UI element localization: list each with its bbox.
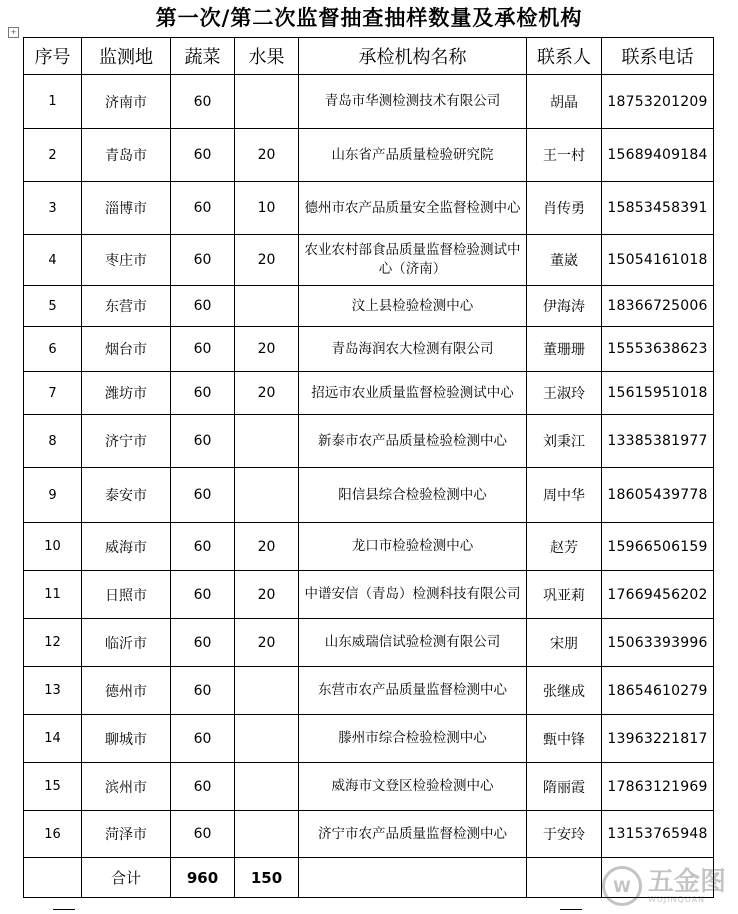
row-vegetables: 60: [171, 619, 235, 667]
row-contact: 宋朋: [527, 619, 602, 667]
row-organization: 新泰市农产品质量检验检测中心: [299, 415, 527, 468]
total-org-blank: [299, 858, 527, 898]
row-number: 3: [24, 182, 82, 235]
row-vegetables: 60: [171, 667, 235, 715]
total-contact-blank: [527, 858, 602, 898]
row-phone: 15689409184: [602, 129, 714, 182]
row-contact: 董崴: [527, 235, 602, 286]
header-no: 序号: [24, 38, 82, 75]
row-phone: 18654610279: [602, 667, 714, 715]
row-city: 滨州市: [82, 763, 171, 811]
row-contact: 甄中锋: [527, 715, 602, 763]
row-contact: 董珊珊: [527, 327, 602, 372]
row-phone: 18753201209: [602, 75, 714, 129]
row-fruits: 10: [235, 182, 299, 235]
row-phone: 15553638623: [602, 327, 714, 372]
row-fruits: [235, 286, 299, 327]
row-contact: 刘秉江: [527, 415, 602, 468]
row-contact: 胡晶: [527, 75, 602, 129]
table-row: [24, 286, 714, 327]
row-phone: 15615951018: [602, 372, 714, 415]
sampling-table: [23, 37, 714, 898]
row-phone: 15853458391: [602, 182, 714, 235]
row-contact: 隋丽霞: [527, 763, 602, 811]
header-city: 监测地: [82, 38, 171, 75]
row-vegetables: 60: [171, 468, 235, 523]
row-city: 淄博市: [82, 182, 171, 235]
row-city: 枣庄市: [82, 235, 171, 286]
row-contact: 肖传勇: [527, 182, 602, 235]
header-fruits: 水果: [235, 38, 299, 75]
row-city: 聊城市: [82, 715, 171, 763]
row-contact: 赵芳: [527, 523, 602, 571]
row-fruits: [235, 75, 299, 129]
row-number: 16: [24, 811, 82, 858]
row-number: 8: [24, 415, 82, 468]
row-phone: 15063393996: [602, 619, 714, 667]
row-vegetables: 60: [171, 763, 235, 811]
row-number: 10: [24, 523, 82, 571]
row-vegetables: 60: [171, 327, 235, 372]
row-city: 日照市: [82, 571, 171, 619]
row-vegetables: 60: [171, 372, 235, 415]
row-organization: 威海市文登区检验检测中心: [299, 763, 527, 811]
row-contact: 张继成: [527, 667, 602, 715]
row-fruits: [235, 468, 299, 523]
row-phone: 18605439778: [602, 468, 714, 523]
row-city: 济南市: [82, 75, 171, 129]
header-contact: 联系人: [527, 38, 602, 75]
row-organization: 德州市农产品质量安全监督检测中心: [299, 182, 527, 235]
total-label: 合计: [82, 858, 171, 898]
table-header-row: [24, 38, 714, 75]
row-number: 6: [24, 327, 82, 372]
row-vegetables: 60: [171, 286, 235, 327]
table-row: [24, 571, 714, 619]
row-phone: 15966506159: [602, 523, 714, 571]
row-city: 泰安市: [82, 468, 171, 523]
row-contact: 王淑玲: [527, 372, 602, 415]
row-phone: 13963221817: [602, 715, 714, 763]
row-organization: 青岛市华测检测技术有限公司: [299, 75, 527, 129]
header-vegetables: 蔬菜: [171, 38, 235, 75]
row-number: 4: [24, 235, 82, 286]
header-phone: 联系电话: [602, 38, 714, 75]
row-city: 菏泽市: [82, 811, 171, 858]
row-contact: 周中华: [527, 468, 602, 523]
row-organization: 农业农村部食品质量监督检验测试中心（济南）: [299, 235, 527, 286]
row-fruits: 20: [235, 372, 299, 415]
table-row: [24, 182, 714, 235]
row-vegetables: 60: [171, 129, 235, 182]
row-number: 13: [24, 667, 82, 715]
row-city: 济宁市: [82, 415, 171, 468]
table-row: [24, 811, 714, 858]
row-city: 德州市: [82, 667, 171, 715]
row-phone: 17863121969: [602, 763, 714, 811]
watermark-logo-icon: W: [602, 866, 642, 906]
row-number: 1: [24, 75, 82, 129]
row-organization: 中谱安信（青岛）检测科技有限公司: [299, 571, 527, 619]
row-organization: 山东威瑞信试验检测有限公司: [299, 619, 527, 667]
row-number: 12: [24, 619, 82, 667]
row-city: 临沂市: [82, 619, 171, 667]
row-contact: 伊海涛: [527, 286, 602, 327]
table-row: [24, 619, 714, 667]
table-row: [24, 415, 714, 468]
footer-line-left: [53, 909, 75, 910]
row-fruits: 20: [235, 619, 299, 667]
table-row: [24, 715, 714, 763]
row-fruits: 20: [235, 327, 299, 372]
row-city: 烟台市: [82, 327, 171, 372]
row-organization: 东营市农产品质量监督检测中心: [299, 667, 527, 715]
row-vegetables: 60: [171, 811, 235, 858]
row-vegetables: 60: [171, 415, 235, 468]
table-move-handle-icon[interactable]: +: [8, 27, 19, 38]
total-vegetables: 960: [171, 858, 235, 898]
row-organization: 阳信县综合检验检测中心: [299, 468, 527, 523]
table-row: [24, 763, 714, 811]
row-number: 15: [24, 763, 82, 811]
row-number: 11: [24, 571, 82, 619]
footer-line-right: [560, 909, 582, 910]
table-row: [24, 372, 714, 415]
row-organization: 青岛海润农大检测有限公司: [299, 327, 527, 372]
row-organization: 滕州市综合检验检测中心: [299, 715, 527, 763]
row-number: 7: [24, 372, 82, 415]
row-vegetables: 60: [171, 523, 235, 571]
row-contact: 王一村: [527, 129, 602, 182]
row-vegetables: 60: [171, 182, 235, 235]
table-row: [24, 667, 714, 715]
row-organization: 汶上县检验检测中心: [299, 286, 527, 327]
row-number: 9: [24, 468, 82, 523]
watermark: [602, 866, 726, 906]
row-number: 5: [24, 286, 82, 327]
row-phone: 13153765948: [602, 811, 714, 858]
table-row: [24, 523, 714, 571]
row-city: 威海市: [82, 523, 171, 571]
document-title: 第一次/第二次监督抽查抽样数量及承检机构: [155, 6, 583, 30]
row-city: 潍坊市: [82, 372, 171, 415]
header-organization: 承检机构名称: [299, 38, 527, 75]
row-phone: 15054161018: [602, 235, 714, 286]
row-fruits: 20: [235, 129, 299, 182]
row-phone: 18366725006: [602, 286, 714, 327]
row-contact: 巩亚莉: [527, 571, 602, 619]
row-vegetables: 60: [171, 75, 235, 129]
row-organization: 山东省产品质量检验研究院: [299, 129, 527, 182]
table-row: [24, 327, 714, 372]
row-fruits: [235, 763, 299, 811]
row-fruits: 20: [235, 523, 299, 571]
watermark-en: WUJINQUAN: [647, 894, 706, 904]
row-phone: 13385381977: [602, 415, 714, 468]
row-organization: 济宁市农产品质量监督检测中心: [299, 811, 527, 858]
table-row: [24, 129, 714, 182]
watermark-cn: 五金图: [647, 866, 726, 897]
row-vegetables: 60: [171, 571, 235, 619]
row-vegetables: 60: [171, 235, 235, 286]
row-fruits: [235, 715, 299, 763]
row-fruits: [235, 415, 299, 468]
row-city: 青岛市: [82, 129, 171, 182]
total-fruits: 150: [235, 858, 299, 898]
row-fruits: 20: [235, 235, 299, 286]
row-fruits: 20: [235, 571, 299, 619]
row-number: 14: [24, 715, 82, 763]
table-row: [24, 235, 714, 286]
row-organization: 招远市农业质量监督检验测试中心: [299, 372, 527, 415]
total-blank: [24, 858, 82, 898]
row-vegetables: 60: [171, 715, 235, 763]
row-fruits: [235, 811, 299, 858]
row-fruits: [235, 667, 299, 715]
row-contact: 于安玲: [527, 811, 602, 858]
row-phone: 17669456202: [602, 571, 714, 619]
row-city: 东营市: [82, 286, 171, 327]
row-organization: 龙口市检验检测中心: [299, 523, 527, 571]
table-row: [24, 468, 714, 523]
row-number: 2: [24, 129, 82, 182]
table-row: [24, 75, 714, 129]
